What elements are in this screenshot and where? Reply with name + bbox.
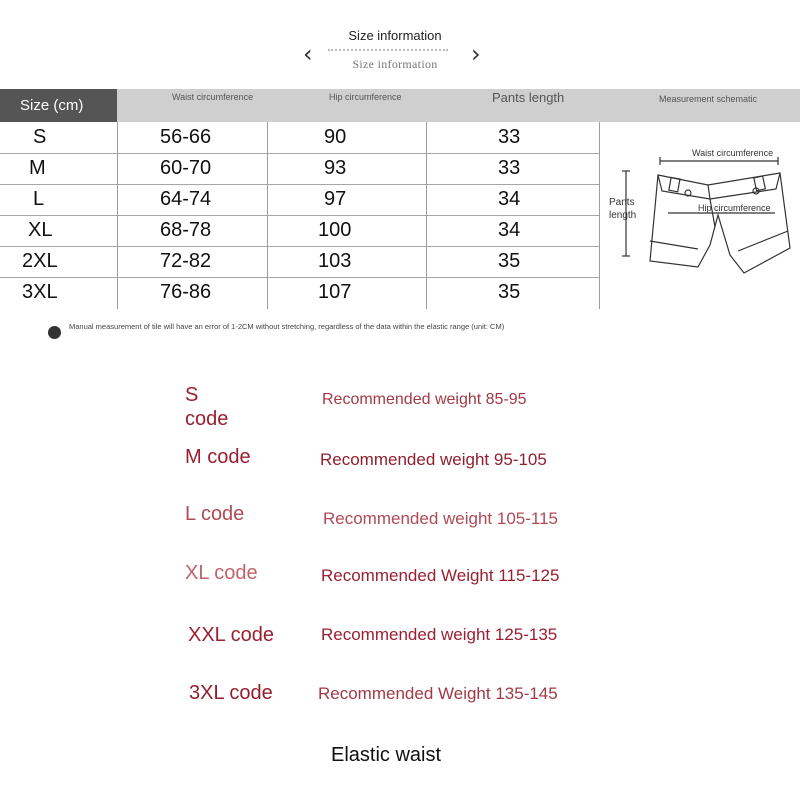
page-subtitle: Size information	[352, 57, 438, 71]
header-waist: Waist circumference	[117, 89, 267, 122]
table-row	[0, 153, 599, 185]
pants-cell: 33	[498, 157, 521, 179]
schematic-pants-label: Pants length	[609, 197, 637, 221]
header-schematic: Measurement schematic	[599, 89, 800, 122]
hip-cell: 93	[324, 157, 347, 179]
pants-cell: 34	[498, 219, 521, 241]
size-code-label: 3XL code	[189, 682, 273, 704]
header-decoration	[328, 49, 448, 55]
recommended-weight: Recommended Weight 135-145	[318, 684, 558, 703]
size-cell: XL	[28, 219, 53, 241]
size-cell: 3XL	[22, 281, 58, 303]
size-code-label: XXL code	[188, 624, 274, 646]
hip-cell: 90	[324, 126, 347, 148]
pants-cell: 33	[498, 126, 521, 148]
schematic-waist-label: Waist circumference	[692, 148, 774, 158]
page-title: Size information	[348, 28, 442, 43]
waist-cell: 60-70	[160, 157, 212, 179]
waist-cell: 56-66	[160, 126, 212, 148]
chevron-left-icon: ‹	[303, 40, 313, 68]
hip-cell: 100	[318, 219, 352, 241]
hip-cell: 107	[318, 281, 352, 303]
table-row	[0, 184, 599, 216]
table-row	[0, 277, 599, 308]
recommended-weight: Recommended weight 105-115	[323, 509, 558, 528]
waist-cell: 68-78	[160, 219, 212, 241]
table-row	[0, 122, 599, 154]
schematic-hip-label: Hip circumference	[698, 203, 771, 213]
waist-cell: 64-74	[160, 188, 212, 210]
pants-cell: 34	[498, 188, 521, 210]
bullet-dot-icon	[48, 326, 61, 339]
recommended-weight: Recommended weight 85-95	[322, 391, 527, 408]
size-code-label: XL code	[185, 562, 258, 584]
table-row	[0, 246, 599, 278]
elastic-waist-label: Elastic waist	[331, 744, 442, 766]
pants-cell: 35	[498, 281, 521, 303]
recommended-weight: Recommended Weight 115-125	[321, 566, 560, 585]
size-code-label: M code	[185, 446, 251, 468]
size-code-label: S code	[185, 384, 229, 430]
size-cell: M	[29, 157, 46, 179]
size-code-label: L code	[185, 503, 245, 525]
measurement-note: Manual measurement of tile will have an error of 1-2CM without stretching, regardless of the data within the elastic range (unit: CM)	[69, 322, 505, 331]
header-size: Size (cm)	[0, 89, 117, 122]
waist-cell: 76-86	[160, 281, 212, 303]
header-pants-length: Pants length	[426, 89, 599, 122]
size-cell: L	[33, 188, 45, 210]
measurement-schematic	[600, 123, 799, 308]
table-row	[0, 215, 599, 247]
waist-cell: 72-82	[160, 250, 212, 272]
size-cell: S	[33, 126, 47, 148]
size-cell: 2XL	[22, 250, 58, 272]
recommended-weight: Recommended weight 125-135	[321, 625, 558, 644]
pants-cell: 35	[498, 250, 521, 272]
header-hip: Hip circumference	[267, 89, 426, 122]
chevron-right-icon: ›	[471, 40, 481, 68]
hip-cell: 97	[324, 188, 347, 210]
recommended-weight: Recommended weight 95-105	[320, 450, 547, 469]
hip-cell: 103	[318, 250, 352, 272]
